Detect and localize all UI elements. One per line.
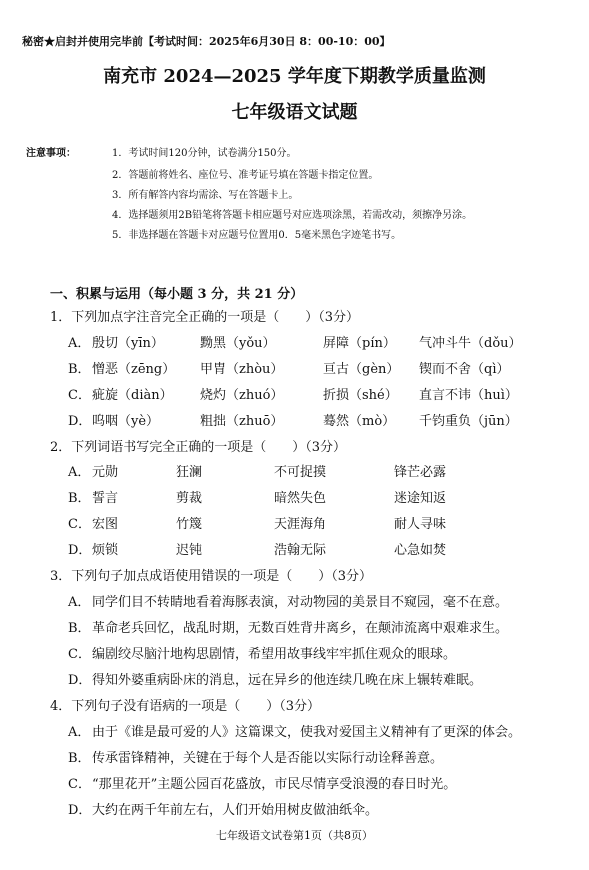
option-text: 传承雷锋精神，关键在于每个人是否能以实际行动诠释善意。 — [92, 751, 444, 766]
option-label: B． — [68, 751, 91, 766]
option-text: 革命老兵回忆，战乱时期，无数百姓背井离乡，在颠沛流离中艰难求生。 — [92, 621, 509, 636]
option-text: 编剧绞尽脑汁地构思剧情，希望用故事线牢牢抓住观众的眼球。 — [92, 647, 457, 662]
option-text: 由于《谁是最可爱的人》这篇课文，使我对爱国主义精神有了更深的体会。 — [92, 725, 522, 740]
option-label: C． — [68, 777, 91, 792]
option-item: 暗然失色 — [274, 491, 327, 506]
option-item: 甲胄（zhòu） — [200, 362, 284, 377]
option-label: D． — [68, 803, 92, 818]
option-label: A． — [68, 465, 91, 480]
option-item: 竹篾 — [176, 517, 203, 532]
option-item: 心急如焚 — [394, 543, 447, 558]
option-label: B． — [68, 621, 91, 636]
option-item: 天涯海角 — [274, 517, 327, 532]
option-item: 憎恶（zēng） — [92, 362, 176, 377]
option-text: “那里花开”主题公园百花盛放，市民尽情享受浪漫的春日时光。 — [92, 777, 457, 792]
option-label: B． — [68, 362, 91, 377]
option-item: 殷切（yīn） — [92, 336, 164, 351]
question-1-stem: 1．下列加点字注音完全正确的一项是（ ）（3分） — [50, 310, 360, 325]
instruction-item: 3．所有解答内容均需涂、写在答题卡上。 — [112, 190, 299, 201]
option-label: C． — [68, 517, 91, 532]
option-item: 粗拙（zhuō） — [200, 414, 284, 429]
option-text: 同学们目不转睛地看着海豚表演，对动物园的美景目不窥园，毫不在意。 — [92, 595, 509, 610]
option-item: 折损（shé） — [323, 388, 398, 403]
option-item: 誓言 — [92, 491, 119, 506]
instruction-item: 5．非选择题在答题卡对应题号位置用0．5毫米黑色字迹笔书写。 — [112, 230, 402, 241]
option-item: 耐人寻味 — [394, 517, 447, 532]
option-item: 剪裁 — [176, 491, 203, 506]
option-item: 狂澜 — [176, 465, 203, 480]
option-label: C． — [68, 388, 91, 403]
question-3-stem: 3．下列句子加点成语使用错误的一项是（ ）（3分） — [50, 569, 373, 584]
instruction-item: 2．答题前将姓名、座位号、准考证号填在答题卡指定位置。 — [112, 170, 379, 181]
option-label: D． — [68, 414, 92, 429]
option-label: D． — [68, 543, 92, 558]
option-item: 亘古（gèn） — [323, 362, 400, 377]
option-item: 气冲斗牛（dǒu） — [419, 336, 522, 351]
instruction-item: 4．选择题须用2B铅笔将答题卡相应题号对应选项涂黑，若需改动，须擦净另涂。 — [112, 210, 473, 221]
exam-time-note: 秘密★启封并使用完毕前【考试时间：2025年6月30日 8：00-10：00】 — [22, 35, 391, 48]
instruction-item: 1．考试时间120分钟，试卷满分150分。 — [112, 148, 297, 159]
option-item: 迷途知返 — [394, 491, 447, 506]
option-label: A． — [68, 336, 91, 351]
option-item: 千钧重负（jūn） — [419, 414, 518, 429]
instructions-label: 注意事项： — [26, 148, 76, 159]
exam-title: 南充市 2024—2025 学年度下期教学质量监测 — [103, 66, 486, 87]
option-item: 烦锁 — [92, 543, 119, 558]
option-text: 得知外婆重病卧床的消息，远在异乡的他连续几晚在床上辗转难眠。 — [92, 673, 483, 688]
option-item: 烧灼（zhuó） — [200, 388, 284, 403]
option-item: 锲而不舍（qì） — [419, 362, 510, 377]
option-item: 蓦然（mò） — [323, 414, 396, 429]
option-item: 疵旋（diàn） — [92, 388, 173, 403]
option-item: 不可捉摸 — [274, 465, 327, 480]
option-item: 宏图 — [92, 517, 119, 532]
option-item: 元勋 — [92, 465, 119, 480]
option-item: 屏障（pín） — [323, 336, 396, 351]
option-item: 锋芒必露 — [394, 465, 447, 480]
option-text: 大约在两千年前左右，人们开始用树皮做油纸伞。 — [92, 803, 379, 818]
page-footer: 七年级语文试卷第1页（共8页） — [216, 829, 373, 842]
exam-subtitle: 七年级语文试题 — [231, 102, 358, 123]
option-item: 呜咽（yè） — [92, 414, 160, 429]
question-2-stem: 2．下列词语书写完全正确的一项是（ ）（3分） — [50, 440, 347, 455]
option-label: A． — [68, 725, 91, 740]
option-item: 迟钝 — [176, 543, 203, 558]
option-item: 直言不讳（huì） — [419, 388, 518, 403]
option-label: D． — [68, 673, 92, 688]
option-label: B． — [68, 491, 91, 506]
section-heading: 一、积累与运用（每小题 3 分，共 21 分） — [50, 287, 304, 302]
option-item: 浩翰无际 — [274, 543, 327, 558]
option-label: A． — [68, 595, 91, 610]
question-4-stem: 4．下列句子没有语病的一项是（ ）（3分） — [50, 699, 321, 714]
option-label: C． — [68, 647, 91, 662]
option-item: 黝黑（yǒu） — [200, 336, 276, 351]
